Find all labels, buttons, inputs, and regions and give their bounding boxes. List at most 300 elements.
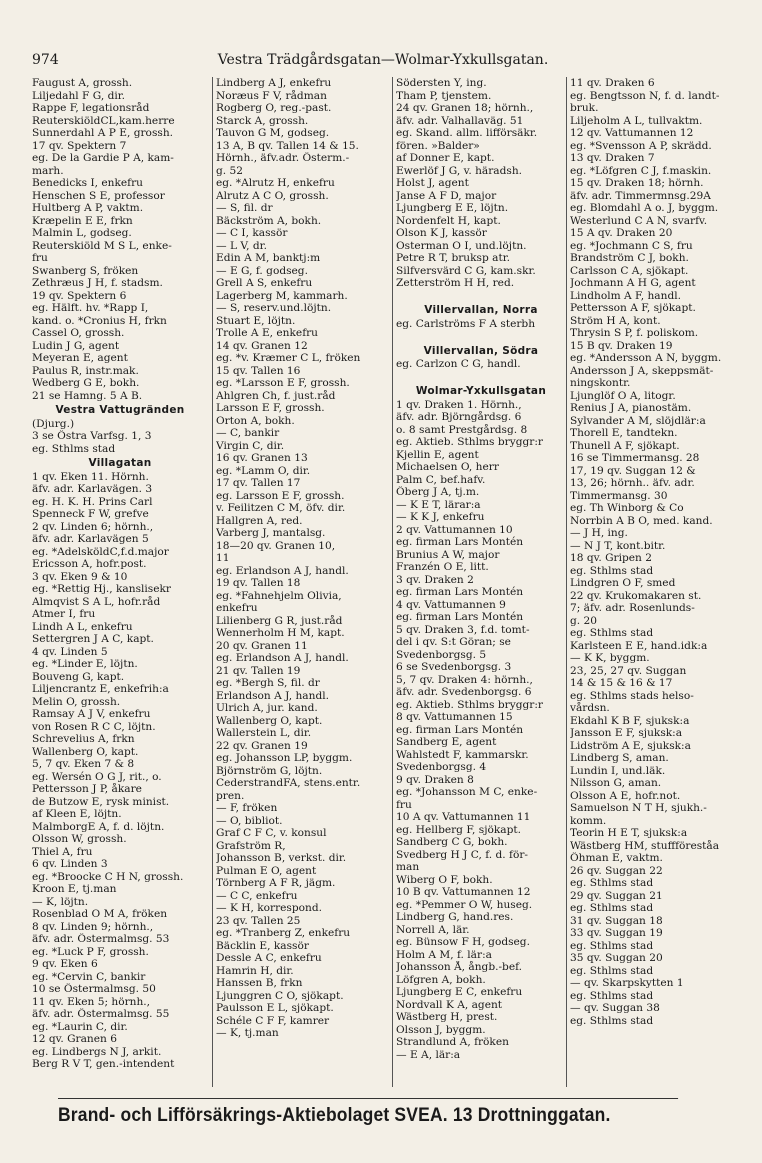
directory-line: 5, 7 qv. Draken 4: hörnh., xyxy=(396,673,533,686)
directory-line: 19 qv. Spektern 6 xyxy=(32,289,127,302)
directory-line: Wennerholm H M, kapt. xyxy=(216,627,345,639)
directory-line: eg. *Alrutz H, enkefru xyxy=(216,177,335,189)
directory-line: eg. Johansson LP, byggm. xyxy=(216,752,353,764)
directory-line: Rogberg O, reg.-past. xyxy=(216,102,332,114)
directory-line: 3 qv. Draken 2 xyxy=(396,573,474,586)
directory-line: Nordenfelt H, kapt. xyxy=(396,214,501,227)
directory-line: Thunell A F, sjökapt. xyxy=(570,439,680,452)
directory-line: eg. firman Lars Montén xyxy=(396,723,524,736)
directory-line: Södersten Y, ing. xyxy=(396,77,487,89)
directory-line: Lindberg S, aman. xyxy=(570,752,669,764)
directory-line: Malmin L, godseg. xyxy=(32,227,132,239)
directory-line: Teorin H E T, sjuksk:a xyxy=(570,827,688,839)
directory-columns xyxy=(32,77,744,1087)
directory-line: Edin A M, banktj:m xyxy=(216,252,321,264)
directory-line: 24 qv. Granen 18; hörnh., xyxy=(396,102,534,114)
directory-line: Ulrich A, jur. kand. xyxy=(216,702,318,714)
directory-line: — F, fröken xyxy=(216,802,278,814)
directory-line: bruk. xyxy=(570,102,599,114)
directory-line: Sandberg C G, bokh. xyxy=(396,836,508,848)
directory-line: äfv. adr. Östermalmsg. 55 xyxy=(32,1008,170,1020)
directory-line: Michaelsen O, herr xyxy=(396,461,499,473)
directory-line: Norrbin A B O, med. kand. xyxy=(570,514,713,527)
directory-line: Sandberg E, agent xyxy=(396,736,497,748)
directory-line: eg. Sthlms stad xyxy=(570,964,654,977)
directory-line: eg. *Linder E, löjtn. xyxy=(32,658,138,670)
directory-line: 16 se Timmermansg. 28 xyxy=(570,452,700,464)
directory-line: eg. *Cervin C, bankir xyxy=(32,970,146,983)
directory-line: 10 A qv. Vattumannen 11 xyxy=(396,811,531,823)
directory-line: Kroon E, tj.man xyxy=(32,883,117,895)
directory-line: Olsson A E, hofr.not. xyxy=(570,789,681,802)
directory-line: — C, bankir xyxy=(216,427,280,439)
directory-line: 11 qv. Eken 5; hörnh., xyxy=(32,995,151,1008)
directory-line: Strandlund A, fröken xyxy=(396,1036,509,1048)
directory-line: Liljeholm A L, tullvaktm. xyxy=(570,114,703,127)
directory-line: eg. *Svensson A P, skrädd. xyxy=(570,139,712,152)
directory-line: Stuart E, löjtn. xyxy=(216,314,296,327)
directory-line: Pulman E O, agent xyxy=(216,864,317,877)
directory-line: Olsson W, grossh. xyxy=(32,833,127,845)
directory-line: Bouveng G, kapt. xyxy=(32,670,125,683)
column-3 xyxy=(392,77,566,1087)
directory-line: komm. xyxy=(570,814,607,827)
directory-line: äfv. adr. Karlavägen 5 xyxy=(32,533,149,545)
directory-line: eg. Wersén O G J, rit., o. xyxy=(32,770,162,783)
directory-line: Lindberg A J, enkefru xyxy=(216,77,332,89)
directory-line: 12 qv. Vattumannen 12 xyxy=(570,127,694,139)
directory-line: Grell A S, enkefru xyxy=(216,277,313,289)
footer-advertisement: Brand- och Lifförsäkrings-Aktiebolaget SVEA. 13 Drottninggatan. xyxy=(58,1098,678,1133)
directory-line: Bäcklin E, kassör xyxy=(216,939,309,952)
directory-line: Liljencrantz E, enkefrih:a xyxy=(32,683,169,695)
directory-line: 18—20 qv. Granen 10, xyxy=(216,539,336,552)
directory-line: — K H, korrespond. xyxy=(216,902,322,914)
directory-line: äfv. adr. Björngårdsg. 6 xyxy=(396,411,522,423)
directory-line: CederstrandFA, stens.entr. xyxy=(216,777,361,789)
directory-line: eg. Sthlms stad xyxy=(570,939,654,952)
directory-line: 6 se Svedenborgsg. 3 xyxy=(396,661,512,673)
directory-line xyxy=(396,330,566,343)
directory-line: Swanberg S, fröken xyxy=(32,264,139,277)
directory-line: 8 qv. Linden 9; hörnh., xyxy=(32,920,154,933)
directory-line: eg. *Johansson M C, enke- xyxy=(396,786,538,798)
directory-line: 14 & 15 & 16 & 17 xyxy=(570,677,673,689)
directory-line: eg. *Broocke C H N, grossh. xyxy=(32,870,184,883)
directory-line: eg. Sthlms stad xyxy=(32,442,116,455)
directory-line: Törnberg A F R, jägm. xyxy=(216,877,336,889)
directory-line: Schéle C F F, kamrer xyxy=(216,1014,330,1027)
directory-line: eg. Sthlms stad xyxy=(570,1014,654,1027)
directory-line: Pettersson A F, sjökapt. xyxy=(570,302,696,314)
directory-line: eg. firman Lars Montén xyxy=(396,536,524,548)
directory-line: 21 se Hamng. 5 A B. xyxy=(32,389,143,402)
directory-line: eg. *Andersson A N, byggm. xyxy=(570,352,722,364)
column-2 xyxy=(212,77,392,1087)
directory-line: Hallgren A, red. xyxy=(216,514,303,527)
directory-line: Ljunglöf O A, litogr. xyxy=(570,389,676,402)
directory-line: Lidström A E, sjuksk:a xyxy=(570,739,691,752)
directory-line: äfv. adr. Svedenborgsg. 6 xyxy=(396,686,532,698)
directory-line: 19 qv. Tallen 18 xyxy=(216,577,301,589)
directory-line: eg. Bengtsson N, f. d. landt- xyxy=(570,89,720,102)
directory-line: eg. Sthlms stad xyxy=(570,877,654,889)
directory-line: Ljunggren C O, sjökapt. xyxy=(216,989,344,1002)
directory-line: MalmborgE A, f. d. löjtn. xyxy=(32,820,165,833)
directory-line: Holm A M, f. lär:a xyxy=(396,948,492,961)
directory-line: — O, bibliot. xyxy=(216,814,283,827)
directory-line xyxy=(396,371,566,384)
directory-line: 31 qv. Suggan 18 xyxy=(570,914,663,927)
page-header xyxy=(30,52,736,72)
directory-line: eg. *Pemmer O W, huseg. xyxy=(396,898,533,911)
directory-line: Ekdahl K B F, sjuksk:a xyxy=(570,714,690,727)
directory-line: Westerlund C A N, svarfv. xyxy=(570,214,708,227)
directory-line: — qv. Suggan 38 xyxy=(570,1002,660,1014)
directory-line: eg. H. K. H. Prins Carl xyxy=(32,495,153,508)
column-4 xyxy=(566,77,746,1087)
directory-line: Hanssen B, frkn xyxy=(216,977,303,989)
section-heading: Villervallan, Södra xyxy=(423,344,539,357)
directory-line: — C C, enkefru xyxy=(216,889,298,902)
directory-line: Wästberg HM, stuffföreståa xyxy=(570,839,720,852)
directory-line: eg. *Larsson E F, grossh. xyxy=(216,377,350,389)
directory-line: 35 qv. Suggan 20 xyxy=(570,952,663,964)
directory-line: eg. Hellberg F, sjökapt. xyxy=(396,823,522,836)
directory-line: Bäckström A, bokh. xyxy=(216,214,322,227)
section-heading: Wolmar-Yxkullsgatan xyxy=(415,385,547,397)
directory-line: 12 qv. Granen 6 xyxy=(32,1033,117,1045)
directory-line: Svedenborgsg. 5 xyxy=(396,648,487,661)
directory-line: 20 qv. Granen 11 xyxy=(216,639,308,652)
column-1 xyxy=(32,77,208,1087)
directory-line: Dessle A C, enkefru xyxy=(216,952,322,964)
directory-line: Nordvall K A, agent xyxy=(396,998,503,1011)
directory-line: ReuterskiöldCL,kam.herre xyxy=(32,114,175,127)
directory-line: Ljungberg E E, löjtn. xyxy=(396,202,509,214)
directory-line: 15 qv. Draken 18; hörnh. xyxy=(570,177,704,189)
directory-line: Tauvon G M, godseg. xyxy=(216,127,330,139)
directory-line: pren. xyxy=(216,789,245,802)
directory-line: af Donner E, kapt. xyxy=(396,152,495,164)
directory-line: — K K, byggm. xyxy=(570,652,650,664)
directory-line: — K, löjtn. xyxy=(32,895,89,908)
directory-line: Paulsson E L, sjökapt. xyxy=(216,1002,334,1014)
directory-line: Settergren J A C, kapt. xyxy=(32,633,154,645)
directory-line: 3 se Östra Varfsg. 1, 3 xyxy=(32,430,152,442)
directory-line: Lindberg G, hand.res. xyxy=(396,911,514,923)
directory-line: eg. Larsson E F, grossh. xyxy=(216,489,345,502)
directory-line: Osterman O I, und.löjtn. xyxy=(396,239,527,252)
directory-line: Timmermansg. 30 xyxy=(570,489,668,502)
section-heading: Vestra Vattugränden xyxy=(55,404,185,416)
directory-line: Virgin C, dir. xyxy=(216,439,285,452)
directory-line: 15 A qv. Draken 20 xyxy=(570,227,673,239)
directory-line: eg. *Luck P F, grossh. xyxy=(32,945,149,958)
directory-line: Cassel O, grossh. xyxy=(32,327,125,339)
directory-line: Franzén O E, litt. xyxy=(396,561,489,573)
directory-line: Lindgren O F, smed xyxy=(570,577,676,589)
directory-line: Svedenborgsg. 4 xyxy=(396,761,487,773)
directory-line: 26 qv. Suggan 22 xyxy=(570,864,663,877)
directory-line: Löfgren A, bokh. xyxy=(396,973,486,986)
directory-line: 21 qv. Tallen 19 xyxy=(216,664,301,677)
directory-line: äfv. adr. Östermalmsg. 53 xyxy=(32,933,170,945)
directory-line: äfv. adr. Karlavägen. 3 xyxy=(32,483,153,495)
directory-line: g. 52 xyxy=(216,164,243,177)
directory-line: Ström H A, kont. xyxy=(570,314,661,327)
directory-line: 9 qv. Eken 6 xyxy=(32,958,98,970)
directory-line: vårdsn. xyxy=(570,702,610,714)
directory-line: 10 B qv. Vattumannen 12 xyxy=(396,886,531,898)
directory-line: Thiel A, fru xyxy=(32,845,93,858)
directory-line: Reuterskiöld M S L, enke- xyxy=(32,239,172,252)
directory-line: Liljedahl F G, dir. xyxy=(32,89,126,102)
directory-line: 1 qv. Draken 1. Hörnh., xyxy=(396,398,522,411)
directory-line: Larsson E F, grossh. xyxy=(216,402,325,414)
directory-line: Erlandson A J, handl. xyxy=(216,689,329,702)
directory-line: eg. Bünsow F H, godseg. xyxy=(396,936,530,948)
directory-line: o. 8 samt Prestgårdsg. 8 xyxy=(396,423,528,436)
directory-line: fören. »Balder» xyxy=(396,139,480,152)
directory-line: Melin O, grossh. xyxy=(32,695,121,708)
directory-line: Johansson Å, ångb.-bef. xyxy=(396,961,523,973)
directory-line: Wedberg G E, bokh. xyxy=(32,377,140,389)
directory-line: Olsson J, byggm. xyxy=(396,1023,486,1036)
directory-line: eg. Carlzon C G, handl. xyxy=(396,358,521,370)
directory-line: Wästberg H, prest. xyxy=(396,1011,498,1023)
directory-line: Orton A, bokh. xyxy=(216,414,295,427)
directory-line: Wahlstedt F, kammarskr. xyxy=(396,748,529,761)
directory-line: 1 qv. Eken 11. Hörnh. xyxy=(32,470,149,483)
directory-line: Paulus R, instr.mak. xyxy=(32,364,139,377)
directory-line: 3 qv. Eken 9 & 10 xyxy=(32,570,128,583)
directory-line: Hamrin H, dir. xyxy=(216,964,294,977)
directory-line: eg. *Bergh S, fil. dr xyxy=(216,677,320,689)
directory-line: Ludin J G, agent xyxy=(32,339,120,352)
directory-line: Spenneck F W, grefve xyxy=(32,508,149,520)
directory-line: Sunnerdahl A P E, grossh. xyxy=(32,127,174,139)
directory-line: — E A, lär:a xyxy=(396,1048,461,1061)
running-head: Vestra Trädgårdsgatan—Wolmar-Yxkullsgatan. xyxy=(217,52,549,68)
directory-line: Atmer I, fru xyxy=(32,608,96,620)
directory-line: Palm C, bef.hafv. xyxy=(396,473,486,486)
directory-line: Wiberg O F, bokh. xyxy=(396,873,493,886)
directory-line: Kræpelin E E, frkn xyxy=(32,214,133,227)
directory-line: Pettersson J P, åkare xyxy=(32,783,142,795)
directory-line: kand. o. *Cronius H, frkn xyxy=(32,314,167,327)
directory-line: Jochmann A H G, agent xyxy=(570,277,696,289)
directory-line: 17 qv. Spektern 7 xyxy=(32,139,127,152)
directory-line: 15 B qv. Draken 19 xyxy=(570,339,673,352)
directory-line: äfv. adr. Valhallaväg. 51 xyxy=(396,114,524,127)
directory-line: eg. *AdelsköldC,f.d.major xyxy=(32,545,169,558)
directory-line: — C I, kassör xyxy=(216,227,288,239)
directory-line: eg. Lindbergs N J, arkit. xyxy=(32,1045,162,1058)
directory-line: Noræus F V, rådman xyxy=(216,89,327,102)
directory-line: Zethræus J H, f. stadsm. xyxy=(32,277,163,289)
directory-line: 23 qv. Tallen 25 xyxy=(216,914,301,927)
directory-line: Janse A F D, major xyxy=(396,189,497,202)
directory-line: Trolle A E, enkefru xyxy=(216,327,318,339)
directory-line: Ramsay A J V, enkefru xyxy=(32,708,151,720)
directory-line: Björnström G, löjtn. xyxy=(216,764,323,777)
directory-line: von Rosen R C C, löjtn. xyxy=(32,720,156,733)
directory-line: eg. Th Winborg & Co xyxy=(570,502,684,514)
directory-line: Berg R V T, gen.-intendent xyxy=(32,1058,175,1070)
directory-line: Brandström C J, bokh. xyxy=(570,252,689,264)
directory-line: Lindholm A F, handl. xyxy=(570,289,681,302)
directory-line: 15 qv. Tallen 16 xyxy=(216,364,301,377)
directory-line: 18 qv. Gripen 2 xyxy=(570,552,652,564)
directory-line: 2 qv. Linden 6; hörnh., xyxy=(32,520,154,533)
directory-line: 22 qv. Granen 19 xyxy=(216,739,308,752)
directory-line: 4 qv. Linden 5 xyxy=(32,645,108,658)
directory-line: eg. firman Lars Montén xyxy=(396,611,524,623)
directory-line: Johansson B, verkst. dir. xyxy=(216,852,347,864)
directory-line: 13, 26; hörnh.. äfv. adr. xyxy=(570,477,695,489)
directory-line: Olson K J, kassör xyxy=(396,227,487,239)
directory-line: 11 qv. Draken 6 xyxy=(570,77,655,89)
directory-line: 14 qv. Granen 12 xyxy=(216,339,308,352)
directory-line: eg. Aktieb. Sthlms bryggr:r xyxy=(396,698,543,711)
directory-line: eg. *Laurin C, dir. xyxy=(32,1020,128,1033)
directory-line: eg. Sthlms stads helso- xyxy=(570,689,694,702)
directory-line: eg. Erlandson A J, handl. xyxy=(216,652,349,664)
directory-line: eg. *v. Kræmer C L, fröken xyxy=(216,352,361,364)
directory-line: eg. Sthlms stad xyxy=(570,564,654,577)
directory-line: eg. *Rettig Hj., kanslisekr xyxy=(32,583,171,595)
directory-line: eg. *Jochmann C S, fru xyxy=(570,239,693,252)
directory-line: Kjellin E, agent xyxy=(396,448,479,461)
directory-line: Ahlgren Ch, f. just.råd xyxy=(216,389,336,402)
directory-line: Hultberg A P, vaktm. xyxy=(32,202,144,214)
directory-line: — K, tj.man xyxy=(216,1027,279,1039)
directory-line: Nilsson G, aman. xyxy=(570,777,662,789)
directory-line: Svedberg H J C, f. d. för- xyxy=(396,848,528,861)
directory-line: — J H, ing. xyxy=(570,527,628,539)
directory-line: Wallenberg O, kapt. xyxy=(32,745,139,758)
directory-line: Thorell E, tandtekn. xyxy=(570,427,678,439)
directory-line: eg. Carlströms F A sterbh xyxy=(396,317,536,330)
directory-line: Carlsson C A, sjökapt. xyxy=(570,264,689,277)
directory-line: Tham P, tjenstem. xyxy=(396,89,492,102)
directory-line: Faugust A, grossh. xyxy=(32,77,133,89)
directory-line: eg. Sthlms stad xyxy=(570,627,654,639)
directory-line: Öhman E, vaktm. xyxy=(570,852,663,864)
directory-line: eg. *Fahnehjelm Olivia, xyxy=(216,589,342,602)
directory-line: Rosenblad O M A, fröken xyxy=(32,908,168,920)
directory-line: Lilienberg G R, just.råd xyxy=(216,614,343,627)
directory-line: 2 qv. Vattumannen 10 xyxy=(396,523,513,536)
directory-line: de Butzow E, rysk minist. xyxy=(32,795,170,808)
directory-line: Silfversvärd C G, kam.skr. xyxy=(396,264,536,277)
directory-line: Ewerlöf J G, v. häradsh. xyxy=(396,164,523,177)
directory-line: Lagerberg M, kammarh. xyxy=(216,289,348,302)
directory-line: 8 qv. Vattumannen 15 xyxy=(396,711,513,723)
directory-line: Varberg J, mantalsg. xyxy=(216,527,326,539)
directory-line: Lindh A L, enkefru xyxy=(32,620,133,633)
directory-line: Wallenberg O, kapt. xyxy=(216,714,323,727)
directory-line: af Kleen E, löjtn. xyxy=(32,808,122,820)
directory-line: fru xyxy=(32,252,48,264)
directory-line: 10 se Östermalmsg. 50 xyxy=(32,983,156,995)
directory-line: — L V, dr. xyxy=(216,239,267,252)
directory-line: 7; äfv. adr. Rosenlunds- xyxy=(570,602,695,614)
directory-line: Lundin I, und.läk. xyxy=(570,764,666,777)
directory-line: eg. De la Gardie P A, kam- xyxy=(32,152,174,164)
directory-line: enkefru xyxy=(216,602,258,614)
directory-line: Thrysin S P, f. poliskom. xyxy=(570,327,699,339)
directory-line: Norrell A, lär. xyxy=(396,923,470,936)
directory-line: Benedicks I, enkefru xyxy=(32,177,143,189)
directory-line: v. Feilitzen C M, öfv. dir. xyxy=(216,502,346,514)
directory-line: man xyxy=(396,861,420,873)
directory-line: — E G, f. godseg. xyxy=(216,264,308,277)
directory-line xyxy=(396,290,566,303)
directory-line: 9 qv. Draken 8 xyxy=(396,773,474,786)
directory-line: eg. Sthlms stad xyxy=(570,902,654,914)
directory-line: Meyeran E, agent xyxy=(32,352,128,364)
directory-line: eg. *Lamm O, dir. xyxy=(216,464,311,477)
directory-line: Holst J, agent xyxy=(396,177,469,189)
directory-line: eg. *Löfgren C J, f.maskin. xyxy=(570,164,712,177)
directory-line: fru xyxy=(396,798,412,811)
directory-line: Hörnh., äfv.adr. Österm.- xyxy=(216,152,350,164)
directory-line: Alrutz A C O, grossh. xyxy=(216,189,329,202)
directory-line: Starck A, grossh. xyxy=(216,114,309,127)
directory-line: Ljungberg E C, enkefru xyxy=(396,986,523,998)
directory-line: 6 qv. Linden 3 xyxy=(32,858,108,870)
directory-line: Graf C F C, v. konsul xyxy=(216,827,327,839)
directory-line: eg. Erlandson A J, handl. xyxy=(216,564,349,577)
directory-line: eg. firman Lars Montén xyxy=(396,586,524,598)
directory-line: Jansson E F, sjuksk:a xyxy=(570,727,683,739)
directory-line: Ericsson A, hofr.post. xyxy=(32,558,147,570)
directory-line: 17 qv. Tallen 17 xyxy=(216,477,301,489)
directory-line: g. 20 xyxy=(570,614,597,627)
directory-line: 23, 25, 27 qv. Suggan xyxy=(570,664,687,677)
directory-line: Renius J A, pianostäm. xyxy=(570,402,692,414)
directory-line: 5 qv. Draken 3, f.d. tomt- xyxy=(396,623,530,636)
directory-line: eg. Aktieb. Sthlms bryggr:r xyxy=(396,436,543,448)
directory-line: Andersson J A, skeppsmät- xyxy=(570,364,714,377)
directory-line: — K K J, enkefru xyxy=(396,511,485,523)
directory-line: Petre R T, bruksp atr. xyxy=(396,252,510,264)
directory-line: — S, reserv.und.löjtn. xyxy=(216,302,332,314)
directory-line: — N J T, kont.bitr. xyxy=(570,539,666,552)
directory-line: 5, 7 qv. Eken 7 & 8 xyxy=(32,758,135,770)
page-number: 974 xyxy=(32,52,59,68)
directory-line: eg. Hälft. hv. *Rapp I, xyxy=(32,302,149,314)
directory-line: Öberg J A, tj.m. xyxy=(396,486,480,498)
directory-line: Karlsteen E E, hand.idk:a xyxy=(570,639,708,652)
directory-line: Sylvander A M, slöjdlär:a xyxy=(570,414,706,427)
directory-line: Rappe F, legationsråd xyxy=(32,102,150,114)
directory-line: eg. Blomdahl A o. J, byggm. xyxy=(570,202,719,214)
section-heading: Villagatan xyxy=(88,457,152,469)
directory-line: 16 qv. Granen 13 xyxy=(216,452,308,464)
directory-line: Grafström R, xyxy=(216,839,286,852)
directory-line: eg. Skand. allm. lifförsäkr. xyxy=(396,127,538,139)
directory-line: Henschen S E, professor xyxy=(32,189,165,202)
directory-line: 33 qv. Suggan 19 xyxy=(570,927,663,939)
directory-line: 13 A, B qv. Tallen 14 & 15. xyxy=(216,139,359,152)
directory-line: marh. xyxy=(32,164,64,177)
directory-line: — S, fil. dr xyxy=(216,202,273,214)
directory-line: (Djurg.) xyxy=(32,417,75,430)
directory-line: 4 qv. Vattumannen 9 xyxy=(396,598,506,611)
